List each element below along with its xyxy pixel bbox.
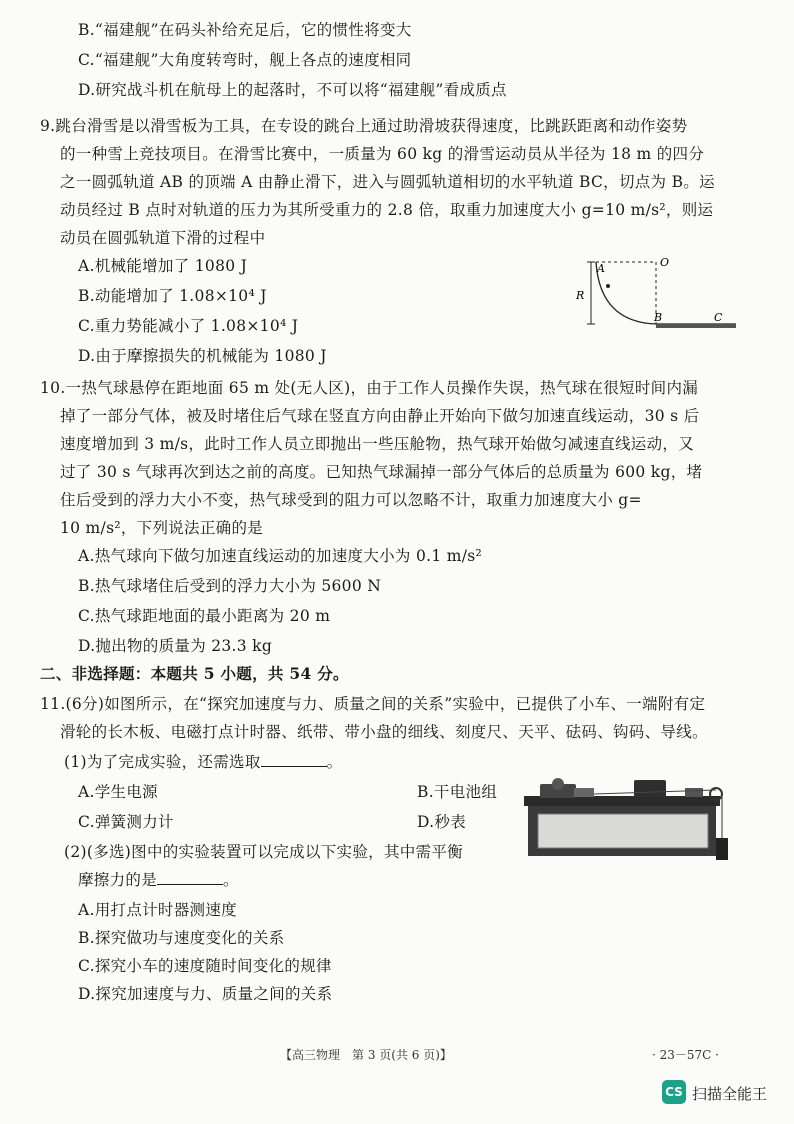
q11-p2-option-b: B.探究做功与速度变化的关系 bbox=[78, 929, 285, 947]
q9-option-b: B.动能增加了 1.08×10⁴ J bbox=[78, 287, 267, 305]
camscanner-name: 扫描全能王 bbox=[692, 1085, 768, 1103]
q9-option-c: C.重力势能减小了 1.08×10⁴ J bbox=[78, 317, 299, 335]
q11-part2-end: 。 bbox=[223, 871, 239, 889]
answer-blank-1[interactable] bbox=[261, 752, 327, 767]
q11-part2-line-2 bbox=[78, 868, 239, 890]
q11-line-2: 滑轮的长木板、电磁打点计时器、纸带、带小盘的细线、刻度尺、天平、砝码、钩码、导线。 bbox=[60, 723, 708, 741]
page-footer-center: 【高三物理 第 3 页(共 6 页)】 bbox=[280, 1048, 452, 1062]
q10-option-a: A.热气球向下做匀加速直线运动的加速度大小为 0.1 m/s² bbox=[78, 547, 483, 565]
q11-part1-end: 。 bbox=[326, 753, 343, 771]
page-footer-code: · 23－57C · bbox=[652, 1048, 719, 1062]
q9-line-5: 动员在圆弧轨道下滑的过程中 bbox=[60, 229, 266, 247]
q9-option-a: A.机械能增加了 1080 J bbox=[78, 257, 248, 275]
q11-p1-option-d: D.秒表 bbox=[417, 813, 467, 831]
q10-option-b: B.热气球堵住后受到的浮力大小为 5600 N bbox=[78, 577, 382, 595]
q10-line-5: 住后受到的浮力大小不变，热气球受到的阻力可以忽略不计，取重力加速度大小 g= bbox=[60, 491, 642, 509]
q11-part2-text: 摩擦力的是 bbox=[78, 871, 158, 889]
figure-label-c: C bbox=[714, 311, 723, 324]
experiment-apparatus-image bbox=[520, 770, 740, 870]
q10-line-6: 10 m/s²，下列说法正确的是 bbox=[60, 519, 264, 537]
q11-p2-option-a: A.用打点计时器测速度 bbox=[78, 901, 237, 919]
q11-p1-option-b: B.干电池组 bbox=[417, 783, 498, 801]
q11-part1 bbox=[64, 750, 342, 772]
q11-p2-option-c: C.探究小车的速度随时间变化的规律 bbox=[78, 957, 332, 975]
q10-line-2: 掉了一部分气体，被及时堵住后气球在竖直方向由静止开始向下做匀加速直线运动，30 s 后 bbox=[60, 407, 700, 425]
answer-blank-2[interactable] bbox=[157, 870, 223, 885]
q10-line-1: 10.一热气球悬停在距地面 65 m 处(无人区)，由于工作人员操作失误，热气球在很短时间内漏 bbox=[40, 379, 699, 397]
q9-arc-track-figure bbox=[570, 252, 740, 334]
figure-label-r: R bbox=[576, 289, 585, 302]
q11-part2-line-1: (2)(多选)图中的实验装置可以完成以下实验，其中需平衡 bbox=[64, 843, 463, 861]
figure-label-o: O bbox=[660, 256, 670, 269]
camscanner-logo-icon: CS bbox=[662, 1080, 686, 1104]
option-d: D.研究战斗机在航母上的起落时，不可以将“福建舰”看成质点 bbox=[78, 81, 507, 99]
q9-line-3: 之一圆弧轨道 AB 的顶端 A 由静止滑下，进入与圆弧轨道相切的水平轨道 BC，切点为 B。运 bbox=[60, 173, 715, 191]
option-c: C.“福建舰”大角度转弯时，舰上各点的速度相同 bbox=[78, 51, 412, 69]
q9-line-1: 9.跳台滑雪是以滑雪板为工具，在专设的跳台上通过助滑坡获得速度，比跳跃距离和动作姿势 bbox=[40, 117, 688, 135]
q11-p1-option-a: A.学生电源 bbox=[78, 783, 158, 801]
q10-line-4: 过了 30 s 气球再次到达之前的高度。已知热气球漏掉一部分气体后的总质量为 600 kg，堵 bbox=[60, 463, 703, 481]
q10-option-d: D.抛出物的质量为 23.3 kg bbox=[78, 637, 273, 655]
section-heading: 二、非选择题：本题共 5 小题，共 54 分。 bbox=[40, 664, 349, 683]
q9-option-d: D.由于摩擦损失的机械能为 1080 J bbox=[78, 347, 327, 365]
figure-label-a: A bbox=[597, 262, 605, 275]
q11-p2-option-d: D.探究加速度与力、质量之间的关系 bbox=[78, 985, 333, 1003]
q9-line-4: 动员经过 B 点时对轨道的压力为其所受重力的 2.8 倍，取重力加速度大小 g=10 m/s²，则运 bbox=[60, 201, 714, 219]
q10-line-3: 速度增加到 3 m/s，此时工作人员立即抛出一些压舱物，热气球开始做匀减速直线运动，又 bbox=[60, 435, 694, 453]
q11-line-1: 11.(6分)如图所示，在“探究加速度与力、质量之间的关系”实验中，已提供了小车、一端附有定 bbox=[40, 695, 706, 713]
option-b: B.“福建舰”在码头补给充足后，它的惯性将变大 bbox=[78, 21, 412, 39]
q9-line-2: 的一种雪上竞技项目。在滑雪比赛中，一质量为 60 kg 的滑雪运动员从半径为 18 m 的四分 bbox=[60, 145, 705, 163]
q11-p1-option-c: C.弹簧测力计 bbox=[78, 813, 174, 831]
figure-label-b: B bbox=[654, 311, 663, 324]
q10-option-c: C.热气球距地面的最小距离为 20 m bbox=[78, 607, 331, 625]
q11-part1-text: (1)为了完成实验，还需选取 bbox=[64, 753, 261, 771]
